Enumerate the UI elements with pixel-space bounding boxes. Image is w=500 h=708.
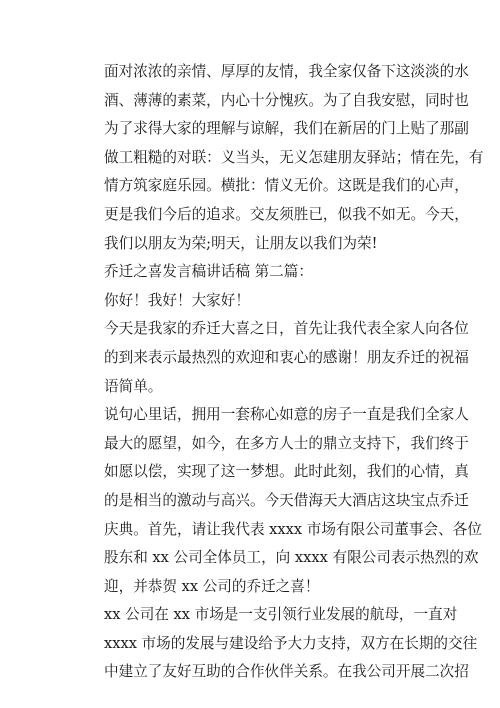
text-line: 如愿以偿，实现了这一梦想。此时此刻，我们的心情，真 <box>104 463 469 481</box>
text-line: 我们以朋友为荣;明天，让朋友以我们为荣! <box>104 234 378 252</box>
text-line: 为了求得大家的理解与谅解，我们在新居的门上贴了那副 <box>104 120 469 138</box>
text-line: 的到来表示最热烈的欢迎和衷心的感谢！朋友乔迁的祝福 <box>104 348 469 366</box>
text-line: 酒、薄薄的素菜，内心十分愧疚。为了自我安慰，同时也 <box>104 91 469 109</box>
text-line: xx 公司在 xx 市场是一支引领行业发展的航母，一直对 <box>104 606 458 624</box>
text-line: 迎，并恭贺 xx 公司的乔迁之喜！ <box>104 577 320 595</box>
section-heading: 乔迁之喜发言稿讲话稿 第二篇： <box>104 263 313 281</box>
text-line: 面对浓浓的亲情、厚厚的友情，我全家仅备下这淡淡的水 <box>104 63 469 80</box>
text-line: 做工粗糙的对联：义当头，无义怎建朋友驿站；情在先，有 <box>104 148 484 166</box>
text-line: 中建立了友好互助的合作伙伴关系。在我公司开展二次招 <box>104 663 469 681</box>
document-body <box>104 58 484 687</box>
text-line: xxxx 市场的发展与建设给予大力支持，双方在长期的交往 <box>104 634 478 652</box>
greeting-line: 你好！我好！大家好！ <box>104 291 250 309</box>
text-line: 情方筑家庭乐园。横批：情义无价。这既是我们的心声， <box>104 177 469 195</box>
text-line: 的是相当的激动与高兴。今天借海天大酒店这块宝点乔迁 <box>104 491 469 509</box>
text-line: 今天是我家的乔迁大喜之日，首先让我代表全家人向各位 <box>104 320 469 338</box>
text-line: 股东和 xx 公司全体员工，向 xxxx 有限公司表示热烈的欢 <box>104 549 479 567</box>
text-line: 庆典。首先，请让我代表 xxxx 市场有限公司董事会、各位 <box>104 520 482 538</box>
text-line: 最大的愿望，如今，在多方人士的鼎立支持下，我们终于 <box>104 434 469 452</box>
text-line: 语简单。 <box>104 377 163 395</box>
text-line: 更是我们今后的追求。交友须胜已，似我不如无。今天， <box>104 205 469 223</box>
text-line: 说句心里话，拥用一套称心如意的房子一直是我们全家人 <box>104 406 469 424</box>
